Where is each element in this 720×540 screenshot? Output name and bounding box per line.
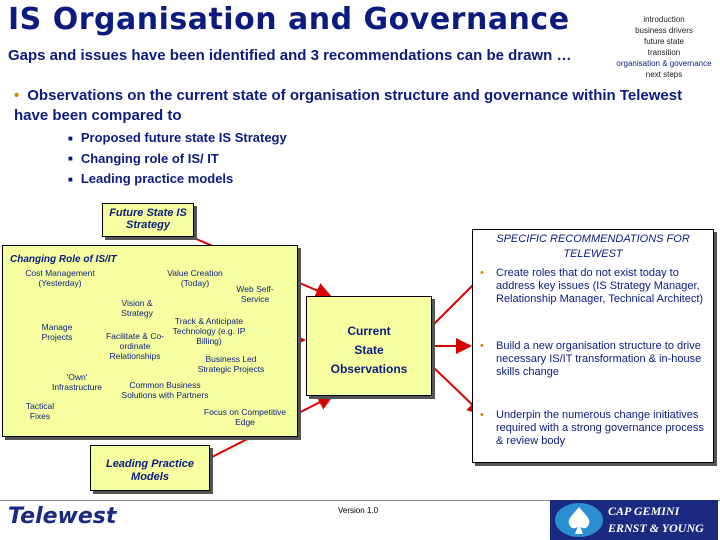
nav-item-organisation-governance[interactable]: organisation & governance (616, 59, 712, 68)
square-bullet-icon: ■ (68, 133, 73, 143)
label-tactical-fixes: Tactical Fixes (25, 401, 55, 421)
nav-item-future-state[interactable]: future state (643, 37, 685, 46)
sub-bullet-item: ■ Changing role of IS/ IT (68, 150, 219, 166)
recommendation-item: • Underpin the numerous change initiatives required with a strong governance process & review body (480, 409, 704, 447)
bullet-dot-icon: • (480, 340, 484, 352)
bullet-dot-icon: • (480, 409, 484, 421)
nav-item-business-drivers[interactable]: business drivers (635, 26, 693, 35)
cap-gemini-logo: CAP GEMINI ERNST & YOUNG (550, 500, 718, 540)
sub-bullet-item: ■ Leading practice models (68, 171, 234, 187)
bullet-dot-icon: • (14, 87, 20, 104)
square-bullet-icon: ■ (68, 174, 73, 184)
current-state-line: Observations (330, 362, 408, 376)
square-bullet-icon: ■ (68, 154, 73, 164)
sub-bullet-item: ■ Proposed future state IS Strategy (68, 130, 287, 145)
label-business-led: Business Led Strategic Projects (197, 354, 265, 374)
leading-practice-box: Leading Practice Models (90, 445, 210, 491)
spade-icon (552, 500, 608, 540)
label-vision-strategy: Vision & Strategy (121, 298, 153, 318)
changing-role-title: Changing Role of IS/IT (10, 254, 117, 265)
recommendation-item: • Create roles that do not exist today to address key issues (IS Strategy Manager, Relationship Manager, Technical Architect) (480, 267, 704, 305)
label-focus-competitive: Focus on Competitive Edge (203, 407, 287, 427)
main-bullet-text: Observations on the current state of organisation structure and governance within Telewest have been compared to (14, 87, 683, 124)
telewest-logo: Telewest (8, 504, 117, 529)
recommendation-item: • Build a new organisation structure to drive necessary IS/IT transformation & in-house skills change (480, 340, 702, 378)
page-title: IS Organisation and Governance (8, 2, 570, 37)
label-common-solutions: Common Business Solutions with Partners (121, 380, 209, 400)
nav-item-transition[interactable]: transition (647, 48, 681, 57)
label-track-anticipate: Track & Anticipate Technology (e.g. IP Billing) (172, 316, 246, 346)
label-own-infrastructure: 'Own' Infrastructure (51, 372, 103, 392)
label-manage-projects: Manage Projects (41, 322, 73, 342)
recommendations-title: SPECIFIC RECOMMENDATIONS FOR TELEWEST (496, 233, 690, 260)
label-facilitate: Facilitate & Co-ordinate Relationships (105, 331, 165, 361)
version-label: Version 1.0 (338, 506, 379, 515)
label-value-creation: Value Creation (Today) (167, 268, 223, 288)
future-state-box: Future State IS Strategy (102, 203, 194, 237)
nav-item-next-steps[interactable]: next steps (645, 70, 683, 79)
nav-item-introduction[interactable]: introduction (643, 15, 685, 24)
label-web-self-service: Web Self-Service (236, 284, 274, 304)
subtitle: Gaps and issues have been identified and 3 recommendations can be drawn … (8, 47, 572, 64)
current-state-observations-box (306, 296, 432, 396)
current-state-line: State (354, 343, 384, 357)
label-cost-management: Cost Management (Yesterday) (25, 268, 95, 288)
bullet-dot-icon: • (480, 267, 484, 279)
current-state-line: Current (347, 324, 391, 338)
